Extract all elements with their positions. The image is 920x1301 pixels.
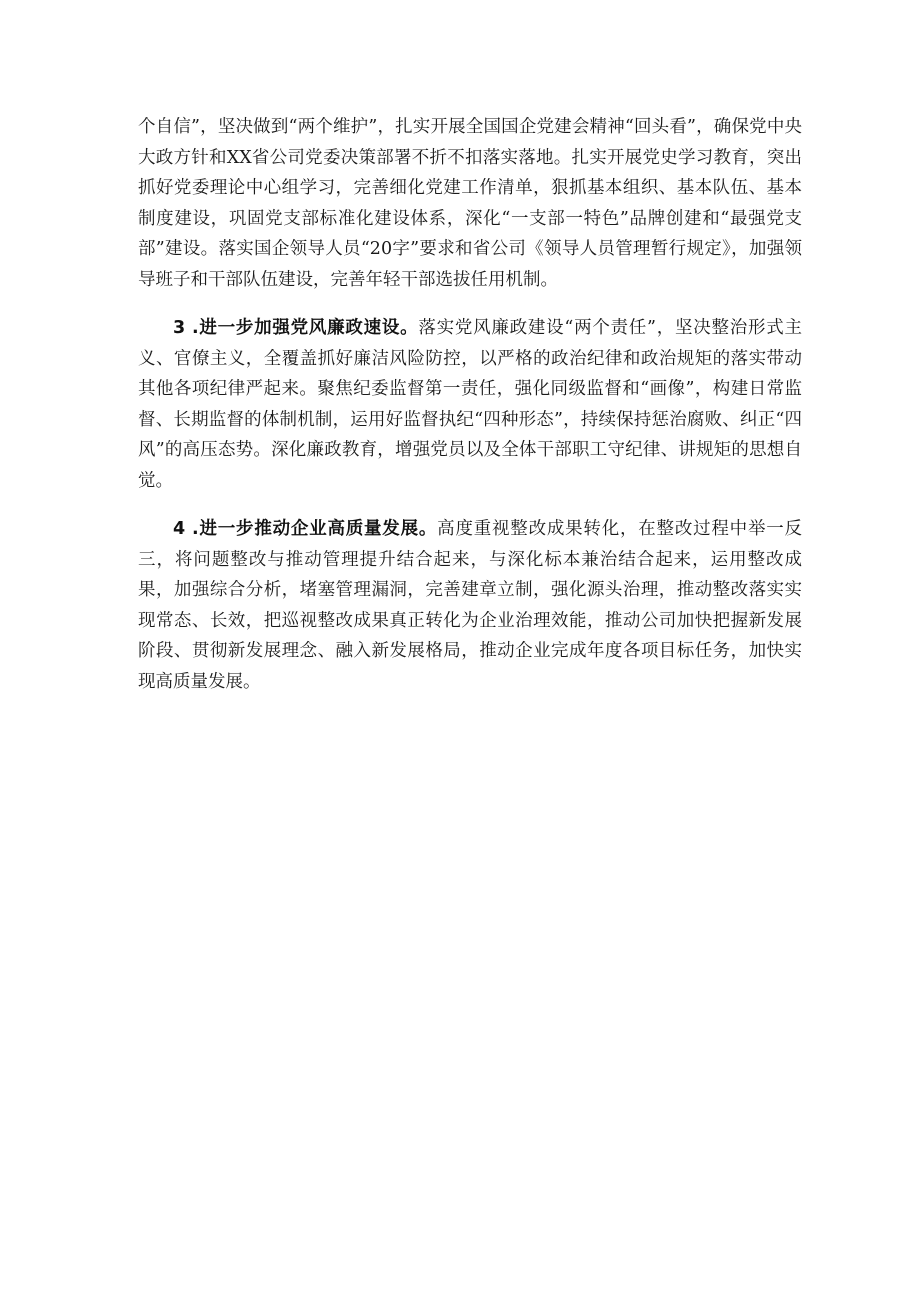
paragraph-item-4 bbox=[138, 514, 802, 697]
paragraph-heading: 4 .进一步推动企业高质量发展。 bbox=[173, 519, 438, 539]
paragraph-heading: 3 .进一步加强党风廉政速设。 bbox=[173, 318, 419, 338]
paragraph-body: 个自信”，坚决做到“两个维护”，扎实开展全国国企党建会精神“回头看”，确保党中央大政方针和XX省公司党委决策部署不折不扣落实落地。扎实开展党史学习教育，突出抓好党委理论中心组学习，完善细化党建工作清单，狠抓基本组织、基本队伍、基本制度建设，巩固党支部标准化建设体系，深化“一支部一特色”品牌创建和“最强党支部”建设。落实国企领导人员“20字”要求和省公司《领导人员管理暂行规定》，加强领导班子和干部队伍建设，完善年轻干部选拔任用机制。 bbox=[138, 117, 802, 290]
paragraph-continuation bbox=[138, 112, 802, 295]
paragraph-item-3 bbox=[138, 313, 802, 496]
paragraph-body: 高度重视整改成果转化，在整改过程中举一反三，将问题整改与推动管理提升结合起来，与深化标本兼治结合起来，运用整改成果，加强综合分析，堵塞管理漏洞，完善建章立制，强化源头治理，推动整改落实实现常态、长效，把巡视整改成果真正转化为企业治理效能，推动公司加快把握新发展阶段、贯彻新发展理念、融入新发展格局，推动企业完成年度各项目标任务，加快实现高质量发展。 bbox=[138, 519, 803, 692]
document-page bbox=[138, 112, 802, 697]
paragraph-body: 落实党风廉政建设“两个责任”，坚决整治形式主义、官僚主义，全覆盖抓好廉洁风险防控，以严格的政治纪律和政治规矩的落实带动其他各项纪律严起来。聚焦纪委监督第一责任，强化同级监督和“画像”，构建日常监督、长期监督的体制机制，运用好监督执纪“四种形态”，持续保持惩治腐败、纠正“四风”的高压态势。深化廉政教育，增强党员以及全体干部职工守纪律、讲规矩的思想自觉。 bbox=[138, 318, 802, 491]
